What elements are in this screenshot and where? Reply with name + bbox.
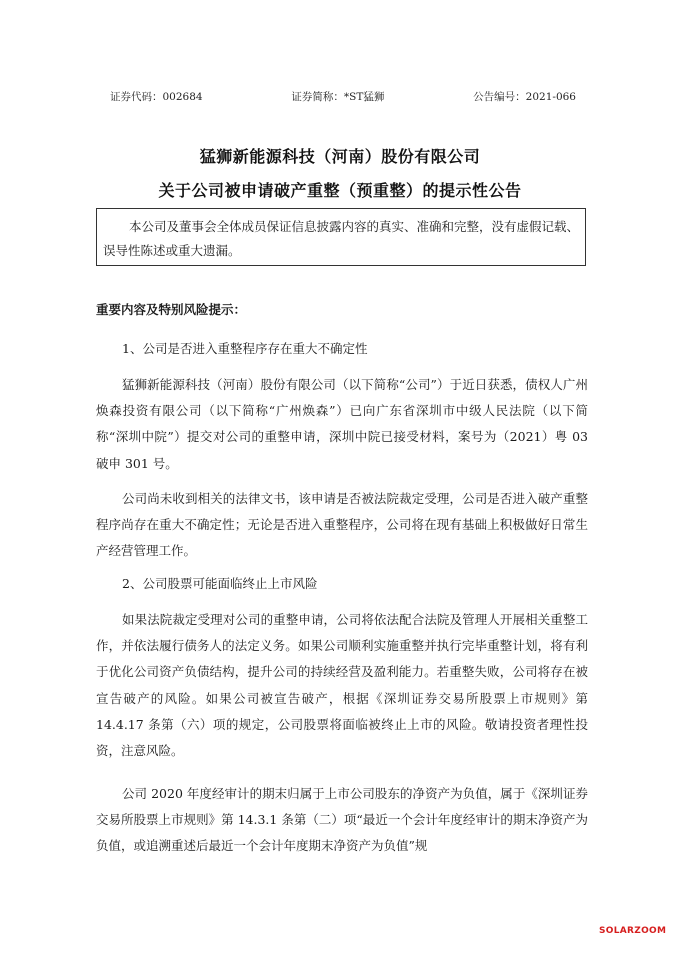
- disclaimer-box: [96, 208, 586, 266]
- risk1-heading: 1、公司是否进入重整程序存在重大不确定性: [122, 341, 368, 356]
- announcement-number: 公告编号：2021-066: [473, 91, 576, 103]
- stock-code: 证券代码：002684: [110, 91, 203, 103]
- risk2-heading: 2、公司股票可能面临终止上市风险: [122, 576, 318, 591]
- announcement-title: 关于公司被申请破产重整（预重整）的提示性公告: [158, 181, 522, 200]
- disclaimer-text: 本公司及董事会全体成员保证信息披露内容的真实、准确和完整，没有虚假记载、误导性陈述或重大遗漏。: [103, 219, 580, 258]
- document-header: [110, 89, 576, 104]
- watermark-logo: SOLARZOOM: [599, 926, 667, 936]
- section-heading: 重要内容及特别风险提示：: [96, 302, 247, 317]
- risk1-paragraph-1: 猛狮新能源科技（河南）股份有限公司（以下简称“公司”）于近日获悉，债权人广州焕森投资有限公司（以下简称“广州焕森”）已向广东省深圳市中级人民法院（以下简称“深圳中院”）提交对公司的重整申请，深圳中院已接受材料，案号为（2021）粤 03 破申 301 号。: [96, 377, 588, 471]
- company-title: 猛狮新能源科技（河南）股份有限公司: [199, 147, 481, 166]
- risk2-paragraph-2: 公司 2020 年度经审计的期末归属于上市公司股东的净资产为负值，属于《深圳证券交易所股票上市规则》第 14.3.1 条第（二）项“最近一个会计年度经审计的期末净资产为负值，或追溯重述后最近一个会计年度期末净资产为负值”规: [96, 786, 588, 854]
- stock-abbreviation: 证券简称：*ST猛狮: [291, 91, 385, 103]
- risk1-paragraph-2: 公司尚未收到相关的法律文书，该申请是否被法院裁定受理，公司是否进入破产重整程序尚存在重大不确定性；无论是否进入重整程序，公司将在现有基础上积极做好日常生产经营管理工作。: [96, 491, 588, 559]
- risk2-paragraph-1: 如果法院裁定受理对公司的重整申请，公司将依法配合法院及管理人开展相关重整工作，并依法履行债务人的法定义务。如果公司顺利实施重整并执行完毕重整计划，将有利于优化公司资产负债结构，提升公司的持续经营及盈利能力。若重整失败，公司将存在被宣告破产的风险。如果公司被宣告破产，根据《深圳证券交易所股票上市规则》第 14.4.17 条第（六）项的规定，公司股票将面临被终止上市的风险。敬请投资者理性投资，注意风险。: [96, 612, 588, 759]
